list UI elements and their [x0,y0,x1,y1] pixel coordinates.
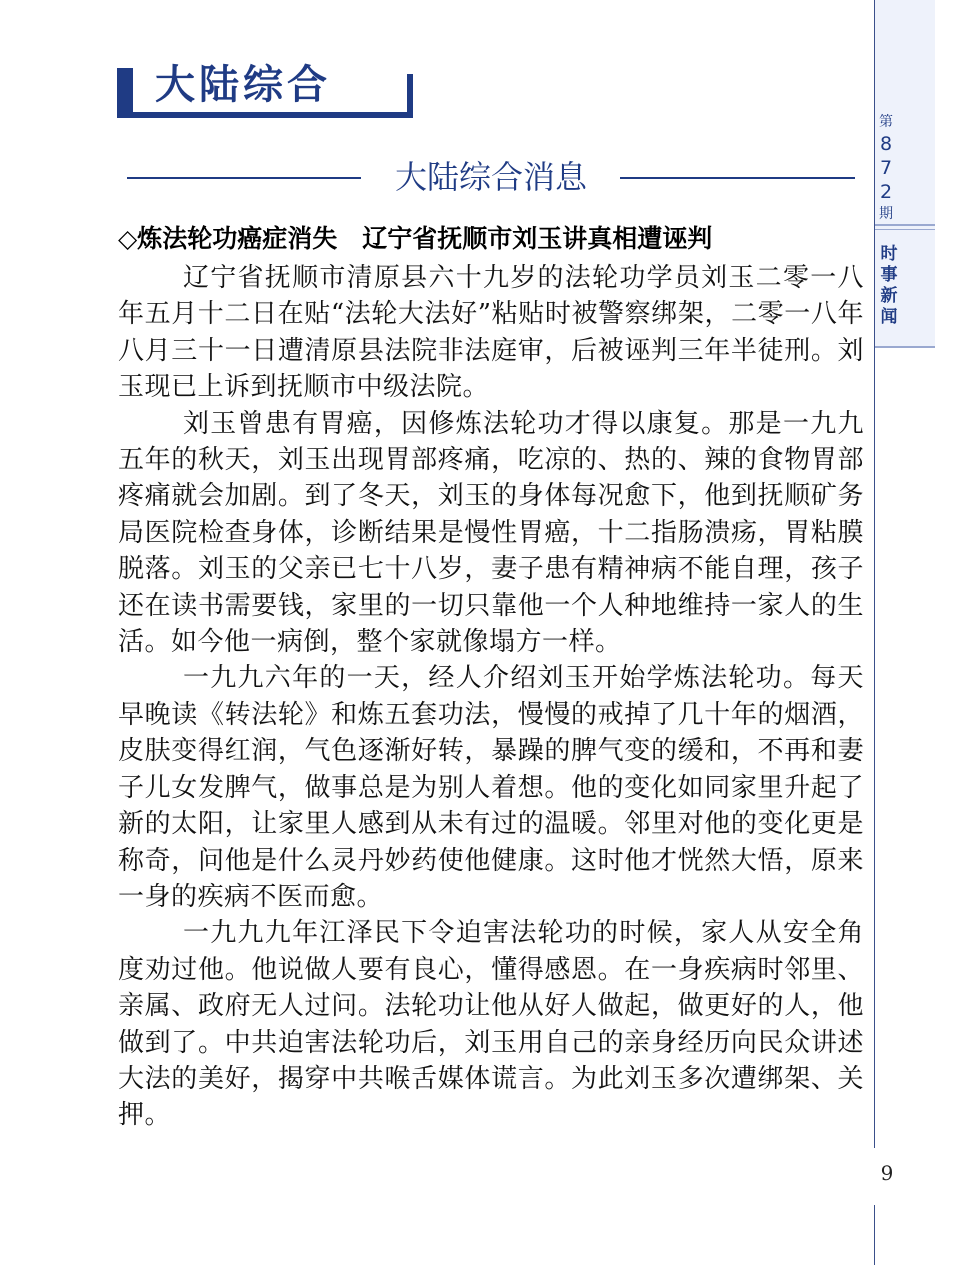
page-number: 9 [880,1161,894,1185]
section-banner [117,62,413,118]
banner-underline [117,112,413,118]
article-title: ◇炼法轮功癌症消失 辽宁省抚顺市刘玉讲真相遭诬判 [118,224,713,253]
sidebar-rule-bottom [874,1205,875,1265]
issue-suffix: 期 [879,206,893,222]
sidebar-panel-border [875,346,935,348]
section-heading [127,150,855,204]
banner-title: 大陆综合 [155,62,331,108]
issue-prefix: 第 [879,114,893,130]
article-paragraph: 一九九六年的一天，经人介绍刘玉开始学炼法轮功。每天早晚读《转法轮》和炼五套功法，慢慢的戒掉了几十年的烟酒，皮肤变得红润，气色逐渐好转，暴躁的脾气变的缓和，不再和妻子儿女发脾气，做事总是为别人着想。他的变化如同家里升起了新的太阳，让家里人感到从未有过的温暖。邻里对他的变化更是称奇，问他是什么灵丹妙药使他健康。这时他才恍然大悟，原来一身的疾病不医而愈。 [118,663,864,912]
issue-divider-thin [875,229,935,230]
section-heading-title: 大陆综合消息 [394,158,587,196]
banner-left-bar [117,68,133,118]
article-body [118,260,864,1134]
heading-rule-left [127,177,361,179]
issue-indicator [875,112,897,224]
article [118,222,864,1134]
sidebar-section-name: 时事新闻 [880,244,898,327]
issue-divider [875,224,935,226]
heading-rule-right [620,177,855,179]
issue-number: 872 [879,133,893,203]
article-paragraph: 刘玉曾患有胃癌，因修炼法轮功才得以康复。那是一九九五年的秋天，刘玉出现胃部疼痛，吃凉的、热的、辣的食物胃部疼痛就会加剧。到了冬天，刘玉的身体每况愈下，他到抚顺矿务局医院检查身体，诊断结果是慢性胃癌，十二指肠溃疡，胃粘膜脱落。刘玉的父亲已七十八岁，妻子患有精神病不能自理，孩子还在读书需要钱，家里的一切只靠他一个人种地维持一家人的生活。如今他一病倒，整个家就像塌方一样。 [118,408,864,658]
article-paragraph: 一九九九年江泽民下令迫害法轮功的时候，家人从安全角度劝过他。他说做人要有良心，懂得感恩。在一身疾病时邻里、亲属、政府无人过问。法轮功让他从好人做起，做更好的人，他做到了。中共迫害法轮功后，刘玉用自己的亲身经历向民众讲述大法的美好，揭穿中共喉舌媒体谎言。为此刘玉多次遭绑架、关押。 [118,918,864,1131]
article-paragraph: 辽宁省抚顺市清原县六十九岁的法轮功学员刘玉二零一八年五月十二日在贴“法轮大法好”粘贴时被警察绑架，二零一八年八月三十一日遭清原县法院非法庭审，后被诬判三年半徒刑。刘玉现已上诉到抚顺市中级法院。 [118,263,864,403]
